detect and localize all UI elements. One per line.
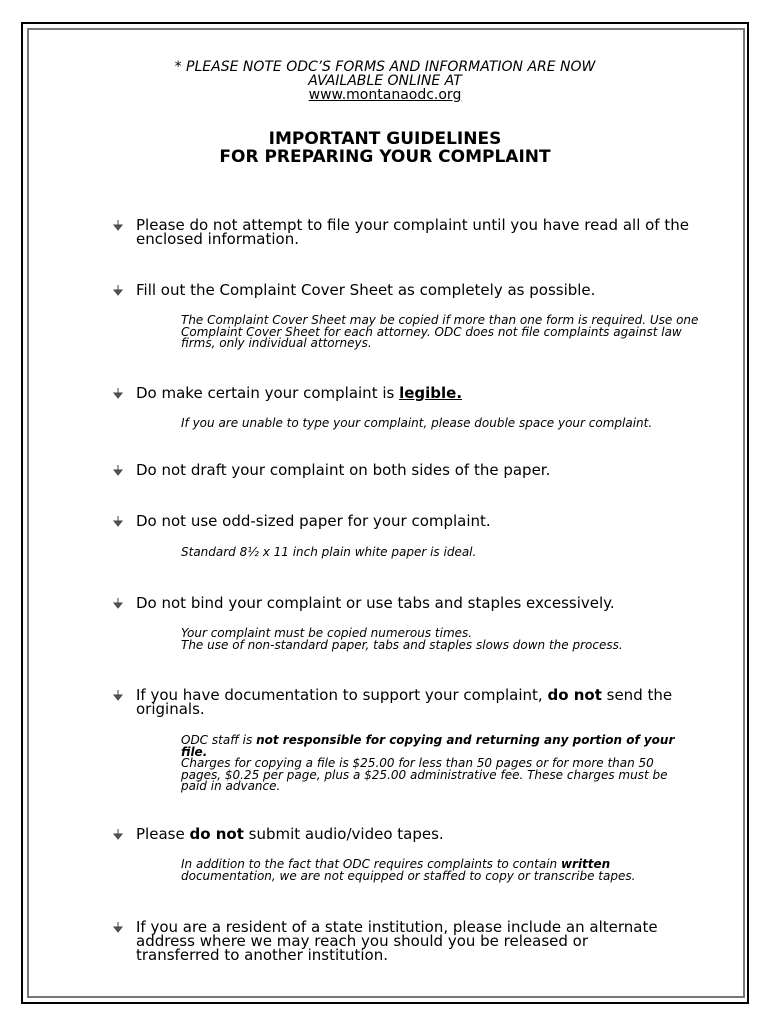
arrow-bullet-icon [112, 689, 124, 701]
arrow-bullet-icon [112, 921, 124, 933]
note-line: The use of non-standard paper, tabs and staples slows down the process. [181, 637, 623, 652]
arrow-bullet-icon [112, 464, 124, 476]
arrow-bullet-icon [112, 828, 124, 840]
bullet-text: Fill out the Complaint Cover Sheet as completely as possible. [136, 281, 596, 299]
bullet-3 [136, 386, 696, 400]
bullet-note [181, 735, 681, 793]
note-text: ODC staff is [181, 733, 257, 747]
note-text: documentation, we are not equipped or staffed to copy or transcribe tapes. [181, 868, 636, 883]
bullet-text: Please do not attempt to file your complaint until you have read all of the enclosed information. [136, 216, 689, 248]
title-line-1: IMPORTANT GUIDELINES [268, 129, 502, 149]
arrow-bullet-icon [112, 597, 124, 609]
bullet-8 [136, 827, 696, 841]
arrow-bullet-icon [112, 284, 124, 296]
note-emphasis: written [560, 857, 611, 871]
bullet-text: Do not bind your complaint or use tabs and staples excessively. [136, 594, 615, 612]
note-text: Charges for copying a file is $25.00 for less than 50 pages or for more than 50 pages, $0.25 per page, plus a $25.00 administrative fee. These charges must be paid in advance. [181, 756, 668, 793]
bullet-text: If you have documentation to support your complaint, [136, 686, 548, 704]
bullet-note: The Complaint Cover Sheet may be copied if more than one form is required. Use one Complaint Cover Sheet for each attorney. ODC does not file complaints against law firms, only individual attorneys. [181, 313, 699, 350]
bullet-7 [136, 688, 696, 716]
bullet-text: Do make certain your complaint is [136, 384, 400, 402]
bullet-text: Do not use odd-sized paper for your complaint. [136, 512, 491, 530]
bullet-note [181, 859, 671, 882]
bullet-2 [136, 283, 696, 297]
bullet-text: Do not draft your complaint on both sides of the paper. [136, 461, 551, 479]
note-text: In addition to the fact that ODC requires complaints to contain [181, 857, 561, 871]
bullet-text: submit audio/video tapes. [243, 825, 444, 843]
bullet-emphasis: legible. [399, 384, 463, 402]
online-notice [0, 60, 770, 102]
bullet-note: If you are unable to type your complaint, please double space your complaint. [181, 416, 653, 430]
bullet-emphasis: do not [189, 825, 244, 843]
notice-line-2: AVAILABLE ONLINE AT [308, 73, 462, 89]
notice-line-1: * PLEASE NOTE ODC’S FORMS AND INFORMATION ARE NOW [174, 59, 596, 75]
arrow-bullet-icon [112, 219, 124, 231]
bullet-4 [136, 463, 696, 477]
bullet-9 [136, 920, 676, 962]
arrow-bullet-icon [112, 387, 124, 399]
bullet-text: Please [136, 825, 190, 843]
page-title [0, 130, 770, 166]
website-link[interactable]: www.montanaodc.org [308, 87, 462, 103]
bullet-text: If you are a resident of a state institution, please include an alternate address where we may reach you should you be released or transferred to another institution. [136, 918, 658, 964]
bullet-note [181, 628, 701, 651]
bullet-emphasis: do not [547, 686, 602, 704]
bullet-text: send the originals. [136, 686, 673, 718]
bullet-note: Standard 8½ x 11 inch plain white paper is ideal. [181, 545, 477, 559]
title-line-2: FOR PREPARING YOUR COMPLAINT [219, 147, 551, 167]
note-line: Your complaint must be copied numerous times. [181, 626, 473, 640]
arrow-bullet-icon [112, 515, 124, 527]
bullet-5 [136, 514, 696, 528]
bullet-1 [136, 218, 696, 246]
note-emphasis: not responsible for copying and returning any portion of your file. [181, 733, 675, 759]
bullet-6 [136, 596, 696, 610]
